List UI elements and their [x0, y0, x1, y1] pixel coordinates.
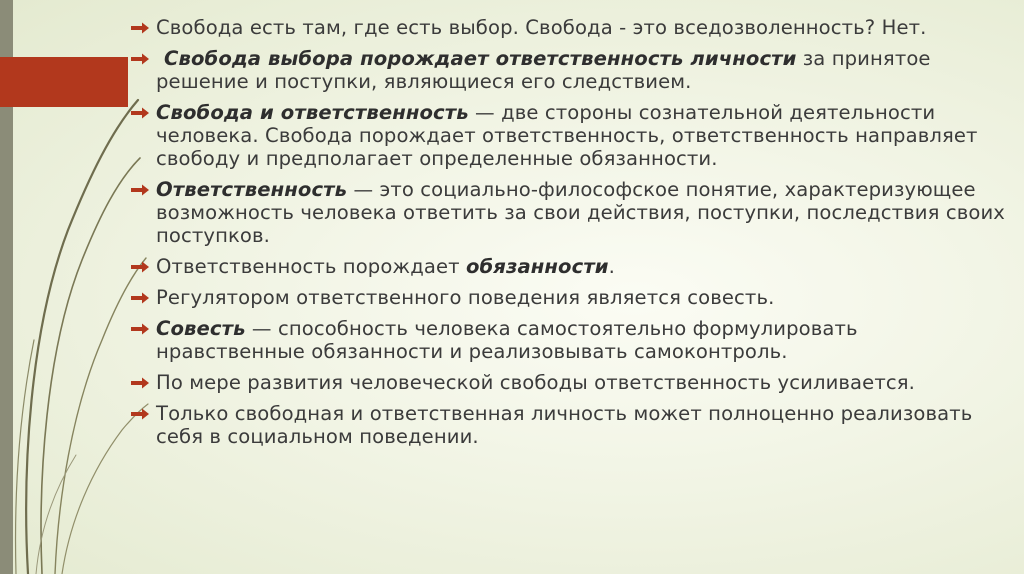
bullet-item — [126, 47, 1006, 93]
item-text: Только свободная и ответственная личность может полноценно реализовать себя в социальном поведении. — [156, 402, 973, 448]
arrow-right-icon — [130, 183, 150, 197]
item-text: — две стороны сознательной деятельности человека. Свобода порождает ответственность, ответственность направляет свободу и предполагает определенные обязанности. — [156, 101, 978, 170]
arrow-right-icon — [130, 376, 150, 390]
bullet-item — [126, 286, 1006, 309]
emphasized-term: Свобода и ответственность — [156, 101, 469, 124]
slide-content — [126, 16, 1006, 456]
bullet-item — [126, 178, 1006, 247]
emphasized-term: Свобода выбора порождает ответственность личности — [164, 47, 797, 70]
item-text: По мере развития человеческой свободы ответственность усиливается. — [156, 371, 915, 394]
bullet-list — [126, 16, 1006, 448]
arrow-right-icon — [130, 291, 150, 305]
emphasized-term: Совесть — [156, 317, 246, 340]
bullet-item — [126, 371, 1006, 394]
item-text: . — [608, 255, 615, 278]
arrow-right-icon — [130, 21, 150, 35]
item-text: — это социально-философское понятие, характеризующее возможность человека ответить за свои действия, поступки, последствия своих поступков. — [156, 178, 1005, 247]
arrow-right-icon — [130, 322, 150, 336]
bullet-item — [126, 255, 1006, 278]
bullet-item — [126, 402, 1006, 448]
item-text: — способность человека самостоятельно формулировать нравственные обязанности и реализовывать самоконтроль. — [156, 317, 858, 363]
item-text: Свобода есть там, где есть выбор. Свобода - это вседозволенность? Нет. — [156, 16, 927, 39]
arrow-right-icon — [130, 407, 150, 421]
item-text: за принятое решение и поступки, являющиеся его следствием. — [156, 47, 931, 93]
bullet-item — [126, 317, 1006, 363]
emphasized-term: Ответственность — [156, 178, 348, 201]
emphasized-term: обязанности — [465, 255, 609, 278]
item-text: Регулятором ответственного поведения является совесть. — [156, 286, 775, 309]
accent-block — [0, 57, 128, 107]
bullet-item — [126, 101, 1006, 170]
item-text: Ответственность порождает — [156, 255, 466, 278]
bullet-item — [126, 16, 1006, 39]
arrow-right-icon — [130, 260, 150, 274]
arrow-right-icon — [130, 52, 150, 66]
arrow-right-icon — [130, 106, 150, 120]
